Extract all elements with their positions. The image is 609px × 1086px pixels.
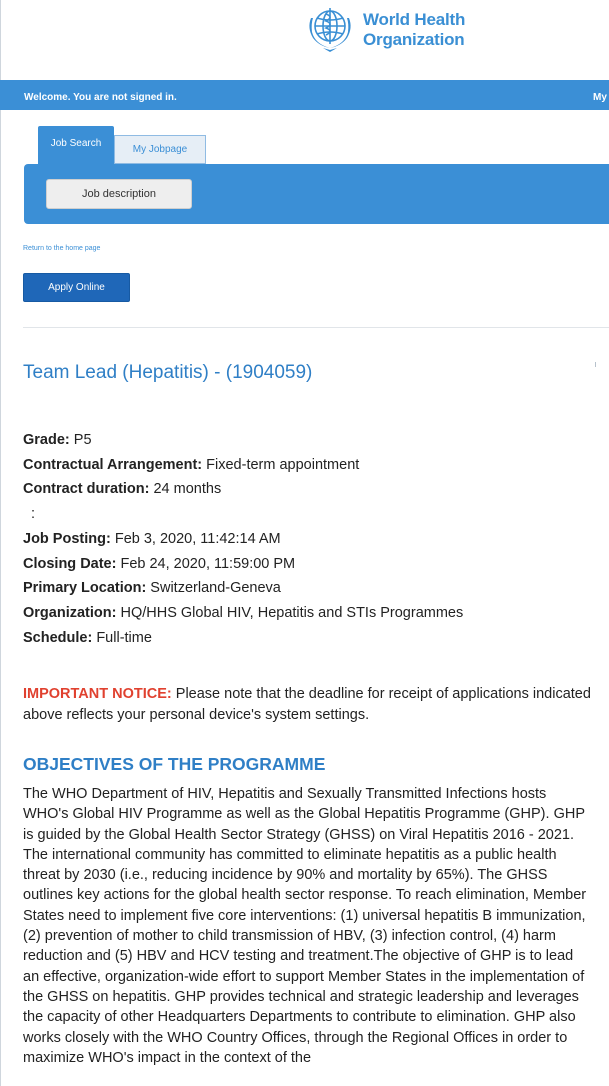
detail-schedule <box>23 626 603 651</box>
detail-value: Full-time <box>92 629 152 646</box>
divider <box>23 327 609 328</box>
tab-my-jobpage[interactable]: My Jobpage <box>114 135 206 164</box>
detail-label: Closing Date: <box>23 555 117 572</box>
detail-value: Feb 24, 2020, 11:59:00 PM <box>116 555 296 572</box>
apply-online-button[interactable]: Apply Online <box>23 273 130 302</box>
logo-line-2: Organization <box>363 30 465 49</box>
detail-label: Contractual Arrangement: <box>23 456 203 473</box>
objectives-heading: OBJECTIVES OF THE PROGRAMME <box>23 754 326 774</box>
objectives-body: The WHO Department of HIV, Hepatitis and Sexually Transmitted Infections hosts WHO's Global HIV Programme as well as the Global Hepatitis Programme (GHP). GHP is guided by the Global Health Sector Strategy (GHSS) on Viral Hepatitis 2016 - 2021. The international community has committed to eliminate hepatitis as a public health threat by 2030 (i.e., reducing incidence by 90% and mortality by 65%). The GHSS outlines key actions for the global health sector response. To reach elimination, Member States need to implement five core interventions: (1) universal hepatitis B immunization, (2) prevention of mother to child transmission of HBV, (3) infection control, (4) harm reduction and (5) HBV and HCV testing and treatment.The objective of GHP is to lead an effective, organization-wide effort to support Member States in the implementation of the GHSS on hepatitis. GHP provides technical and strategic leadership and leverages the capacity of other Headquarters Departments to contribute to elimination. GHP also works closely with the WHO Country Offices, through the Regional Offices in order to maximize WHO's impact in the context of the <box>23 786 587 1066</box>
detail-label: Organization: <box>23 604 117 621</box>
detail-contractual-arrangement <box>23 453 603 478</box>
detail-value: : <box>23 506 36 523</box>
detail-value: 24 months <box>149 481 222 498</box>
detail-value: HQ/HHS Global HIV, Hepatitis and STIs Programmes <box>116 604 464 621</box>
left-border <box>0 0 1 1086</box>
welcome-bar <box>0 80 609 110</box>
who-logo[interactable] <box>303 4 465 56</box>
detail-primary-location <box>23 576 603 601</box>
tab-job-search[interactable]: Job Search <box>38 126 114 166</box>
notice-label: IMPORTANT NOTICE: <box>23 686 172 702</box>
detail-value: Switzerland-Geneva <box>146 580 281 597</box>
detail-value: Fixed-term appointment <box>202 456 360 473</box>
logo-wordmark <box>363 10 465 50</box>
return-home-link[interactable]: Return to the home page <box>23 245 101 252</box>
detail-value: Feb 3, 2020, 11:42:14 AM <box>110 530 281 547</box>
scroll-marker <box>595 362 596 367</box>
detail-contract-duration <box>23 477 603 502</box>
welcome-text: Welcome. You are not signed in. <box>24 92 177 103</box>
important-notice <box>23 684 609 725</box>
job-description-button[interactable]: Job description <box>46 179 192 209</box>
detail-job-posting <box>23 527 603 552</box>
header <box>0 0 609 80</box>
detail-label: Grade: <box>23 432 70 448</box>
notice-text: Please note that the deadline for receipt of applications indicated above reflects your personal device's system settings. <box>23 686 591 723</box>
job-title: Team Lead (Hepatitis) - (1904059) <box>23 362 313 383</box>
who-emblem-icon <box>303 2 357 59</box>
detail-label: Schedule: <box>23 629 93 646</box>
logo-line-1: World Health <box>363 10 466 29</box>
detail-grade <box>23 428 603 453</box>
detail-blank <box>23 502 603 527</box>
detail-closing-date <box>23 552 603 577</box>
detail-label: Contract duration: <box>23 481 150 498</box>
job-details <box>23 428 603 650</box>
my-account-link[interactable]: My <box>593 92 607 103</box>
detail-label: Job Posting: <box>23 530 111 547</box>
detail-label: Primary Location: <box>23 580 147 597</box>
detail-organization <box>23 601 603 626</box>
detail-value: P5 <box>69 432 92 448</box>
